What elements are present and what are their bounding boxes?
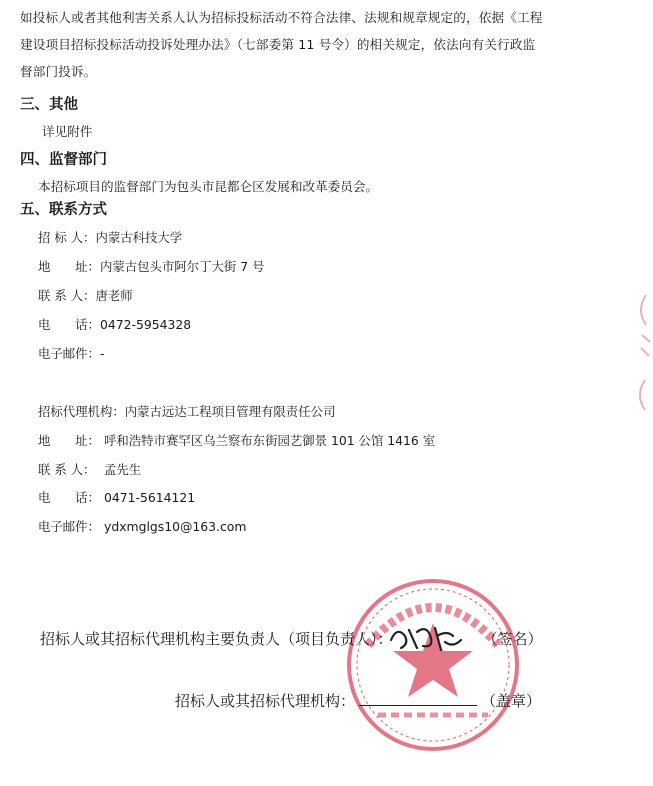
seal-label: 招标人或其招标代理机构：	[175, 692, 356, 710]
agency-address-label: 地 址：	[38, 433, 100, 448]
tenderer-address-label: 地 址：	[38, 259, 100, 274]
signature-suffix: （签名）	[482, 630, 543, 648]
tenderer-contact-label: 联 系 人：	[38, 288, 96, 303]
agency-email-label: 电子邮件：	[38, 519, 100, 534]
tenderer-address-row	[38, 257, 264, 275]
agency-contact-row	[38, 460, 141, 478]
section-5-heading: 五、联系方式	[20, 202, 107, 218]
seal-suffix: （盖章）	[481, 692, 542, 710]
official-seal-icon	[333, 575, 533, 755]
intro-line-2: 建设项目招标投标活动投诉处理办法》（七部委第 11 号令）的相关规定，依法向有关行政监	[20, 37, 536, 52]
tenderer-address-value: 内蒙古包头市阿尔丁大街 7 号	[99, 259, 265, 274]
intro-line-1: 如投标人或者其他利害关系人认为招标投标活动不符合法律、法规和规章规定的，依据《工程	[20, 10, 543, 25]
intro-paragraph	[20, 4, 632, 85]
tenderer-email-value: -	[99, 346, 105, 361]
tenderer-name-row	[38, 228, 182, 246]
agency-name-value: 内蒙古远达工程项目管理有限责任公司	[124, 404, 336, 419]
seal-underline	[359, 691, 477, 706]
tenderer-phone-row	[38, 315, 191, 333]
section-4-heading: 四、监督部门	[20, 152, 107, 168]
agency-contact-value: 孟先生	[104, 462, 142, 477]
section-3-text: 详见附件	[42, 124, 93, 139]
tenderer-contact-row	[38, 286, 133, 304]
agency-phone-value: 0471-5614121	[104, 490, 196, 505]
agency-contact-label: 联 系 人：	[38, 462, 96, 477]
agency-phone-label: 电 话：	[38, 490, 100, 505]
tenderer-phone-value: 0472-5954328	[99, 317, 192, 332]
tenderer-email-row	[38, 344, 104, 362]
section-3-heading: 三、其他	[20, 97, 78, 113]
tenderer-contact-value: 唐老师	[95, 288, 133, 303]
agency-address-value: 呼和浩特市赛罕区乌兰察布东街园艺御景 101 公馆 1416 室	[104, 433, 436, 448]
agency-phone-row	[38, 488, 195, 506]
tenderer-phone-label: 电 话：	[38, 317, 100, 332]
section-4-text: 本招标项目的监督部门为包头市昆都仑区发展和改革委员会。	[38, 179, 379, 194]
tenderer-name-value: 内蒙古科技大学	[95, 230, 183, 245]
signature-line-1	[40, 628, 543, 649]
agency-name-row	[38, 402, 335, 420]
intro-line-3: 督部门投诉。	[20, 64, 97, 79]
agency-address-row	[38, 431, 435, 449]
agency-name-label: 招标代理机构：	[38, 404, 125, 419]
agency-email-value: ydxmglgs10@163.com	[104, 519, 247, 534]
edge-seal-fragment-icon	[632, 290, 653, 420]
agency-email-row	[38, 517, 246, 535]
tenderer-name-label: 招 标 人：	[38, 230, 96, 245]
signature-line-2	[175, 690, 541, 711]
principal-signature-label: 招标人或其招标代理机构主要负责人（项目负责人）：	[40, 630, 393, 648]
tenderer-email-label: 电子邮件：	[38, 346, 100, 361]
